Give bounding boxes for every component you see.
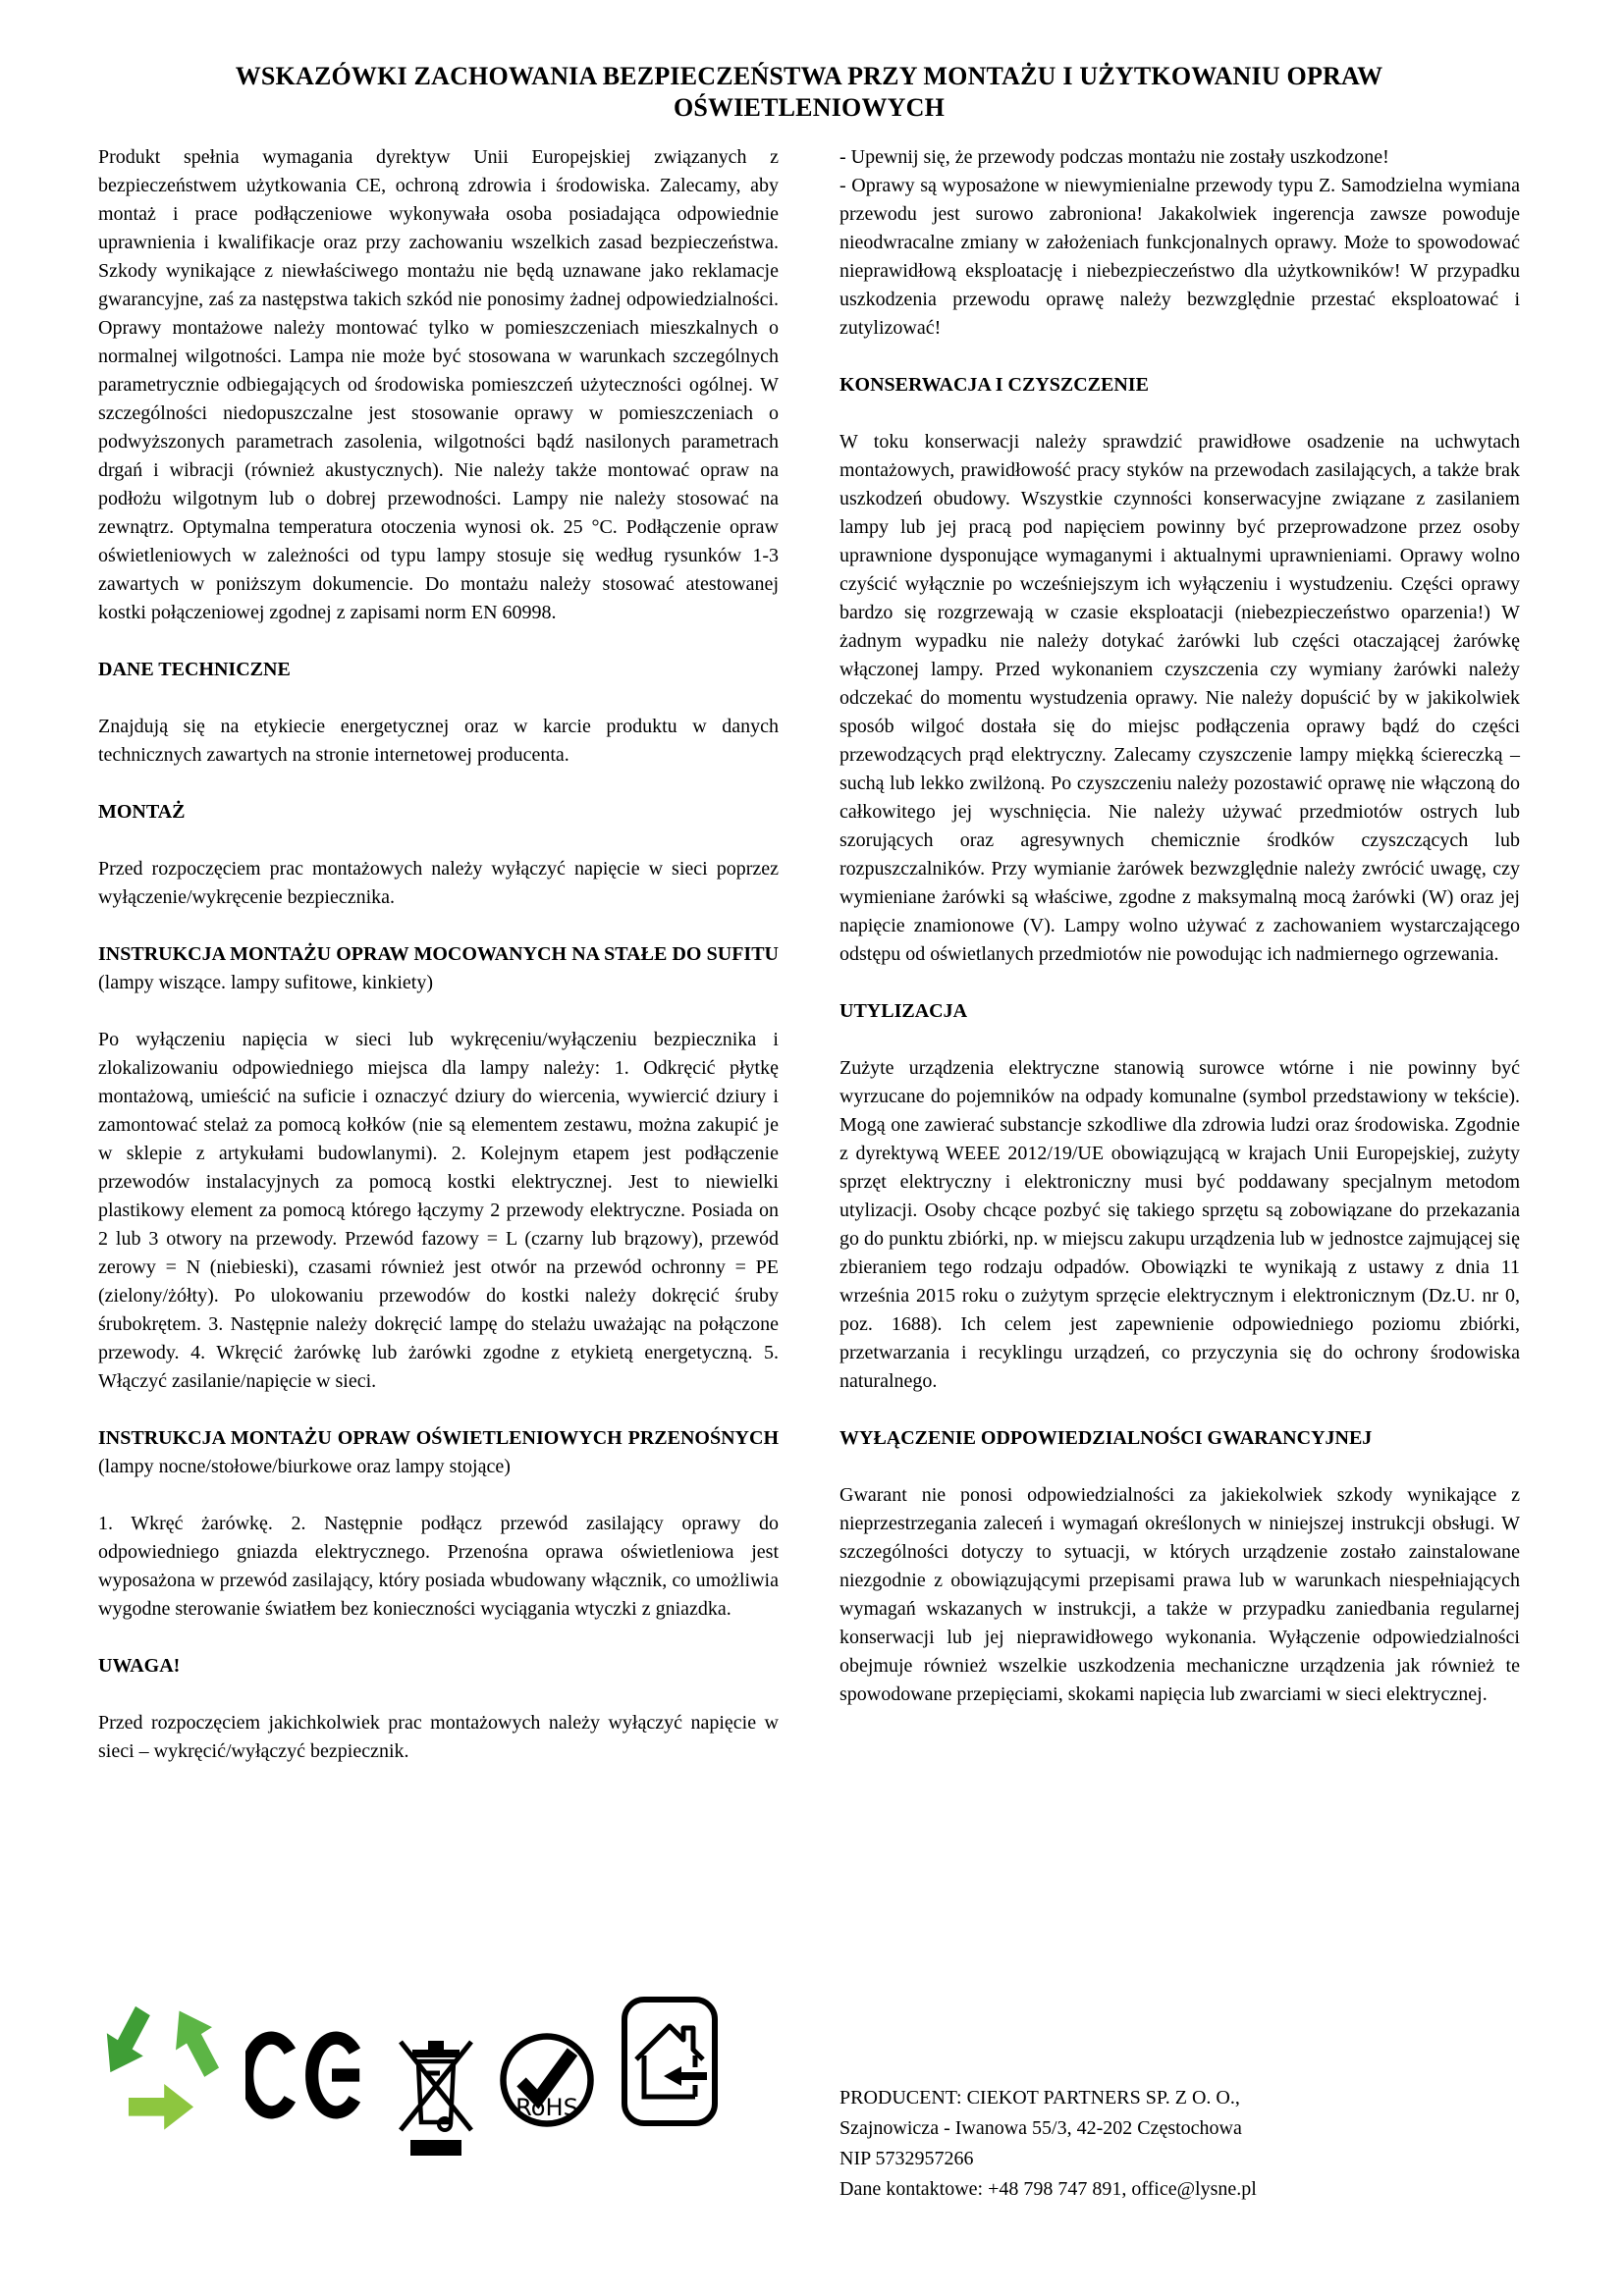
heading-montaz-sufit xyxy=(98,940,779,997)
producer-name: PRODUCENT: CIEKOT PARTNERS SP. Z O. O., xyxy=(839,2087,1240,2109)
heading-montaz: MONTAŻ xyxy=(98,801,186,823)
producer-nip: NIP 5732957266 xyxy=(839,2148,974,2169)
indoor-use-house-icon xyxy=(619,1995,721,2128)
heading-utylizacja: UTYLIZACJA xyxy=(839,1000,968,1022)
left-column xyxy=(98,143,779,1794)
heading-montaz-sufit-bold: INSTRUKCJA MONTAŻU OPRAW MOCOWANYCH NA STAŁE DO SUFITU xyxy=(98,943,779,965)
dane-techniczne-paragraph: Znajdują się na etykiecie energetycznej oraz w karcie produktu w danych technicznych zawartych na stronie internetowej producenta. xyxy=(98,716,779,766)
right-column xyxy=(839,143,1520,1794)
heading-montaz-przenosne-subtitle: (lampy nocne/stołowe/biurkowe oraz lampy stojące) xyxy=(98,1456,511,1477)
document-body xyxy=(98,143,1520,1794)
page-footer xyxy=(98,1993,1520,2205)
heading-gwarancja: WYŁĄCZENIE ODPOWIEDZIALNOŚCI GWARANCYJNEJ xyxy=(839,1427,1373,1449)
producer-info xyxy=(839,2083,1520,2205)
certification-icons-row xyxy=(98,1993,779,2205)
uwaga-paragraph: Przed rozpoczęciem jakichkolwiek prac montażowych należy wyłączyć napięcie w sieci – wykręcić/wyłączyć bezpiecznik. xyxy=(98,1712,779,1762)
warning-bullet-2: - Oprawy są wyposażone w niewymienialne przewody typu Z. Samodzielna wymiana przewodu jest surowo zabroniona! Jakakolwiek ingerencja zawsze powoduje nieodwracalne zmiany w założeniach funkcjonalnych oprawy. Może to spowodować nieprawidłową eksploatację i niebezpieczeństwo dla użytkowników! W przypadku uszkodzenia przewodu oprawę należy bezwzględnie przestać eksploatować i zutylizować! xyxy=(839,175,1520,339)
heading-montaz-przenosne-bold: INSTRUKCJA MONTAŻU OPRAW OŚWIETLENIOWYCH PRZENOŚNYCH xyxy=(98,1427,779,1449)
ce-marking-icon xyxy=(245,2030,375,2120)
heading-montaz-sufit-subtitle: (lampy wiszące. lampy sufitowe, kinkiety) xyxy=(98,972,434,993)
heading-dane-techniczne: DANE TECHNICZNE xyxy=(98,659,291,680)
rohs-check-icon xyxy=(497,2030,597,2130)
montaz-paragraph: Przed rozpoczęciem prac montażowych należy wyłączyć napięcie w sieci poprzez wyłączenie/wykręcenie bezpiecznika. xyxy=(98,858,779,908)
producer-contact: Dane kontaktowe: +48 798 747 891, office@lysne.pl xyxy=(839,2178,1257,2200)
utylizacja-paragraph: Zużyte urządzenia elektryczne stanowią surowce wtórne i nie powinny być wyrzucane do pojemników na odpady komunalne (symbol przedstawiony w tekście). Mogą one zawierać substancje szkodliwe dla zdrowia ludzi oraz środowiska. Zgodnie z dyrektywą WEEE 2012/19/UE obowiązującą w krajach Unii Europejskiej, zużyty sprzęt elektryczny i elektroniczny musi być poddawany specjalnym metodom utylizacji. Osoby chcące pozbyć się takiego sprzętu są zobowiązane do przekazania go do punktu zbiórki, np. w miejscu zakupu urządzenia lub w jednostce zajmującej się zbieraniem tego rodzaju odpadów. Obowiązki te wynikają z ustawy z dnia 11 września 2015 roku o zużytym sprzęcie elektrycznym i elektronicznym (Dz.U. nr 0, poz. 1688). Ich celem jest zapewnienie odpowiedniego poziomu zbiórki, przetwarzania i recyklingu urządzeń, co przyczynia się do ochrony środowiska naturalnego. xyxy=(839,1057,1520,1392)
intro-paragraph: Produkt spełnia wymagania dyrektyw Unii Europejskiej związanych z bezpieczeństwem użytkowania CE, ochroną zdrowia i środowiska. Zalecamy, aby montaż i prace podłączeniowe wykonywała osoba posiadająca odpowiednie uprawnienia i kwalifikacje oraz przy zachowaniu wszelkich zasad bezpieczeństwa. Szkody wynikające z niewłaściwego montażu nie będą uznawane jako reklamacje gwarancyjne, zaś za następstwa takich szkód nie ponosimy żadnej odpowiedzialności. Oprawy montażowe należy montować tylko w pomieszczeniach mieszkalnych o normalnej wilgotności. Lampa nie może być stosowana w warunkach szczególnych parametrycznie odbiegających od środowiska pomieszczeń użyteczności ogólnej. W szczególności niedopuszczalne jest stosowanie oprawy w pomieszczeniach o podwyższonych parametrach zasolenia, wilgotności bądź nasilonych parametrach drgań i wibracji (również akustycznych). Nie należy także montować opraw na podłożu wilgotnym lub o dobrej przewodności. Lampy nie należy stosować na zewnątrz. Optymalna temperatura otoczenia wynosi ok. 25 °C. Podłączenie opraw oświetleniowych w zależności od typu lampy stosuje się według rysunków 1-3 zawartych w poniższym dokumencie. Do montażu należy stosować atestowanej kostki połączeniowej zgodnej z zapisami norm EN 60998. xyxy=(98,146,779,623)
warning-bullets xyxy=(839,143,1520,343)
heading-uwaga: UWAGA! xyxy=(98,1655,181,1677)
page-title: WSKAZÓWKI ZACHOWANIA BEZPIECZEŃSTWA PRZY MONTAŻU I UŻYTKOWANIU OPRAW OŚWIETLENIOWYCH xyxy=(235,62,1383,122)
weee-crossed-bin-icon xyxy=(397,2026,475,2159)
gwarancja-paragraph: Gwarant nie ponosi odpowiedzialności za jakiekolwiek szkody wynikające z nieprzestrzegania zaleceń i wymagań określonych w niniejszej instrukcji obsługi. W szczególności dotyczy to sytuacji, w których urządzenie zostało zainstalowane niezgodnie z obowiązującymi przepisami prawa lub w warunkach niespełniających wymagań wskazanych w instrukcji, a także w przypadku zaniedbania regularnej konserwacji lub jej nieprawidłowego wykonania. Wyłączenie odpowiedzialności obejmuje również wszelkie uszkodzenia mechaniczne urządzenia jak również te spowodowane przepięciami, skokami napięcia lub zwarciami w sieci elektrycznej. xyxy=(839,1484,1520,1705)
montaz-sufit-paragraph: Po wyłączeniu napięcia w sieci lub wykręceniu/wyłączeniu bezpiecznika i zlokalizowaniu odpowiedniego miejsca dla lampy należy: 1. Odkręcić płytkę montażową, umieścić na suficie i oznaczyć dziury do wiercenia, wywiercić dziury i zamontować stelaż za pomocą kołków (nie są elementem zestawu, można zakupić je w sklepie z artykułami budowlanymi). 2. Kolejnym etapem jest podłączenie przewodów instalacyjnych za pomocą kostki elektrycznej. Jest to niewielki plastikowy element za pomocą którego łączymy 2 przewody elektryczne. Posiada on 2 lub 3 otwory na przewody. Przewód fazowy = L (czarny lub brązowy), przewód zerowy = N (niebieski), czasami również jest otwór na przewód ochronny = PE (zielony/żółty). Po ulokowaniu przewodów do kostki należy dokręcić śruby śrubokrętem. 3. Następnie należy dokręcić lampę do stelażu uważając na połączone przewody. 4. Wkręcić żarówkę lub żarówki zgodne z etykietą energetyczną. 5. Włączyć zasilanie/napięcie w sieci. xyxy=(98,1029,779,1392)
heading-konserwacja: KONSERWACJA I CZYSZCZENIE xyxy=(839,374,1149,396)
rohs-label: RoHS xyxy=(515,2094,578,2122)
montaz-przenosne-paragraph: 1. Wkręć żarówkę. 2. Następnie podłącz przewód zasilający oprawy do odpowiedniego gniazda elektrycznego. Przenośna oprawa oświetleniowa jest wyposażona w przewód zasilający, który posiada wbudowany włącznik, co umożliwia wygodne sterowanie światłem bez konieczności wyciągania wtyczki z gniazdka. xyxy=(98,1513,779,1620)
recycling-icon xyxy=(98,1995,224,2132)
warning-bullet-1: - Upewnij się, że przewody podczas montażu nie zostały uszkodzone! xyxy=(839,146,1389,168)
producer-address: Szajnowicza - Iwanowa 55/3, 42-202 Częstochowa xyxy=(839,2117,1242,2139)
heading-montaz-przenosne xyxy=(98,1424,779,1481)
konserwacja-paragraph: W toku konserwacji należy sprawdzić prawidłowe osadzenie na uchwytach montażowych, prawidłowość pracy styków na przewodach zasilających, a także brak uszkodzeń obudowy. Wszystkie czynności konserwacyjne związane z zasilaniem lampy lub jej pracą pod napięciem powinny być przeprowadzone przez osoby uprawnione dysponujące wymaganymi i aktualnymi uprawnieniami. Oprawy wolno czyścić wyłącznie po wcześniejszym ich wyłączeniu i wystudzeniu. Części oprawy bardzo się rozgrzewają w czasie eksploatacji (niebezpieczeństwo oparzenia!) W żadnym wypadku nie należy dotykać żarówki lub części otaczającej żarówkę włączonej lampy. Przed wykonaniem czyszczenia czy wymiany żarówki należy odczekać do momentu wystudzenia oprawy. Nie należy dopuścić by w jakikolwiek sposób wilgoć dostała się do miejsc podłączenia oprawy bądź do części przewodzących prąd elektryczny. Zalecamy czyszczenie lampy miękką ściereczką – suchą lub lekko zwilżoną. Po czyszczeniu należy pozostawić oprawę nie włączoną do całkowitego jej wyschnięcia. Nie należy używać przedmiotów ostrych lub szorujących oraz agresywnych chemicznie środków czyszczących lub rozpuszczalników. Przy wymianie żarówek bezwzględnie należy zwrócić uwagę, czy wymieniane żarówki są właściwe, zgodne z maksymalną mocą żarówki (W) oraz jej napięcie znamionowe (V). Lampy wolno używać z zachowaniem wystarczającego odstępu od oświetlanych przedmiotów nie powodując ich nadmiernego ogrzewania. xyxy=(839,431,1520,965)
